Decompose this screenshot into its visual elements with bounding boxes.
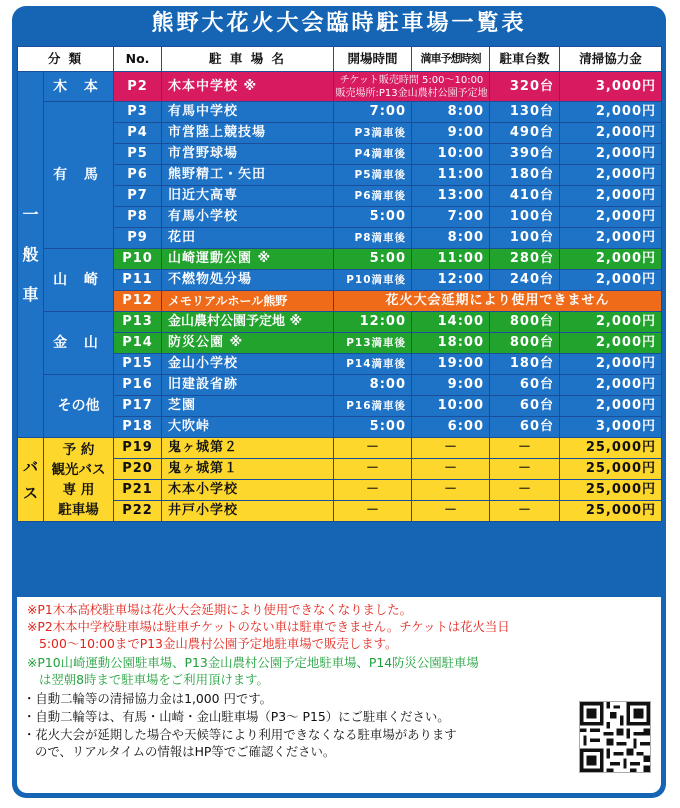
- row-name: 木本小学校: [162, 480, 334, 501]
- row-name: 市営陸上競技場: [162, 123, 334, 144]
- row-capacity: －: [490, 459, 560, 480]
- table-row: [18, 270, 662, 291]
- row-open: 5:00: [334, 249, 412, 270]
- header-open: 開場時間: [334, 47, 412, 72]
- row-fee: 2,000円: [560, 270, 662, 291]
- row-full: 10:00: [412, 396, 490, 417]
- qr-code-icon[interactable]: [579, 701, 651, 773]
- row-open: －: [334, 459, 412, 480]
- row-capacity: 60台: [490, 417, 560, 438]
- row-name: 金山小学校: [162, 354, 334, 375]
- row-no: P15: [114, 354, 162, 375]
- row-fee: 3,000円: [560, 72, 662, 102]
- note-p10-line1: ※P10山崎運動公園駐車場、P13金山農村公園予定地駐車場、P14防災公園駐車場: [27, 655, 479, 670]
- ticket-place: 販売場所:P13金山農村公園予定地: [335, 87, 488, 99]
- note-p1: ※P1木本高校駐車場は花火大会延期により使用できなくなりました。: [27, 602, 413, 617]
- row-name: 大吹峠: [162, 417, 334, 438]
- row-fee: 25,000円: [560, 480, 662, 501]
- header-name: 駐 車 場 名: [162, 47, 334, 72]
- row-name: 旧近大高専: [162, 186, 334, 207]
- table-row: [18, 459, 662, 480]
- row-no: P3: [114, 102, 162, 123]
- row-no: P10: [114, 249, 162, 270]
- row-open: P4満車後: [334, 144, 412, 165]
- page-title: 熊野大花火大会臨時駐車場一覧表: [151, 11, 527, 36]
- row-status: 花火大会延期により使用できません: [334, 291, 662, 312]
- row-full: 6:00: [412, 417, 490, 438]
- row-no: P13: [114, 312, 162, 333]
- table-row: [18, 207, 662, 228]
- header-no: No.: [114, 47, 162, 72]
- row-no: P19: [114, 438, 162, 459]
- row-open: －: [334, 501, 412, 522]
- row-full: 14:00: [412, 312, 490, 333]
- row-full: 8:00: [412, 102, 490, 123]
- row-fee: 2,000円: [560, 207, 662, 228]
- row-full: －: [412, 459, 490, 480]
- note-postpone-line1: ・花火大会が延期した場合や天候等により利用できなくなる駐車場があります: [23, 727, 457, 742]
- category-arima: 有 馬: [44, 102, 114, 249]
- row-full: －: [412, 438, 490, 459]
- row-full: 9:00: [412, 123, 490, 144]
- row-full: 7:00: [412, 207, 490, 228]
- row-open: P13満車後: [334, 333, 412, 354]
- row-name: 鬼ヶ城第２: [162, 438, 334, 459]
- row-open: 7:00: [334, 102, 412, 123]
- row-fee: 2,000円: [560, 375, 662, 396]
- row-no: P11: [114, 270, 162, 291]
- table-row: [18, 249, 662, 270]
- note-bike-fee: ・自動二輪等の清掃協力金は1,000 円です。: [23, 691, 273, 706]
- row-open: 5:00: [334, 207, 412, 228]
- header-full: 満車予想時刻: [412, 47, 490, 72]
- category-other: その他: [44, 375, 114, 438]
- notes-panel: [17, 597, 661, 793]
- table-row: [18, 354, 662, 375]
- row-capacity: 100台: [490, 207, 560, 228]
- row-no: P20: [114, 459, 162, 480]
- row-full: 18:00: [412, 333, 490, 354]
- table-row: [18, 438, 662, 459]
- row-capacity: 180台: [490, 165, 560, 186]
- header-capacity: 駐車台数: [490, 47, 560, 72]
- row-name: 木本中学校 ※: [162, 72, 334, 102]
- table-row: [18, 228, 662, 249]
- table-row: [18, 417, 662, 438]
- category-bus: バ ス: [18, 438, 44, 522]
- row-fee: 2,000円: [560, 354, 662, 375]
- row-no: P7: [114, 186, 162, 207]
- row-name: 不燃物処分場: [162, 270, 334, 291]
- row-capacity: 180台: [490, 354, 560, 375]
- table-row: [18, 501, 662, 522]
- row-open: －: [334, 480, 412, 501]
- row-full: 12:00: [412, 270, 490, 291]
- row-no: P5: [114, 144, 162, 165]
- table-header-row: [18, 47, 662, 72]
- row-fee: 2,000円: [560, 186, 662, 207]
- row-name: 花田: [162, 228, 334, 249]
- row-open: P14満車後: [334, 354, 412, 375]
- row-fee: 2,000円: [560, 312, 662, 333]
- table-row: [18, 375, 662, 396]
- row-capacity: 130台: [490, 102, 560, 123]
- row-name: 金山農村公園予定地 ※: [162, 312, 334, 333]
- row-open: －: [334, 438, 412, 459]
- row-open: P5満車後: [334, 165, 412, 186]
- row-open: P8満車後: [334, 228, 412, 249]
- category-general: 一 般 車: [18, 72, 44, 438]
- row-full: －: [412, 480, 490, 501]
- category-kanayama: 金 山: [44, 312, 114, 375]
- row-name: 市営野球場: [162, 144, 334, 165]
- row-open: 5:00: [334, 417, 412, 438]
- row-no: P8: [114, 207, 162, 228]
- row-ticket-info: [334, 72, 490, 102]
- row-fee: 2,000円: [560, 249, 662, 270]
- row-full: 13:00: [412, 186, 490, 207]
- row-name: 有馬中学校: [162, 102, 334, 123]
- row-open: P6満車後: [334, 186, 412, 207]
- row-capacity: －: [490, 480, 560, 501]
- row-open: P10満車後: [334, 270, 412, 291]
- row-fee: 2,000円: [560, 144, 662, 165]
- row-name: 熊野精工・矢田: [162, 165, 334, 186]
- parking-list-panel: [12, 6, 666, 798]
- row-name: 鬼ヶ城第１: [162, 459, 334, 480]
- row-fee: 2,000円: [560, 123, 662, 144]
- table-row: [18, 102, 662, 123]
- row-full: 8:00: [412, 228, 490, 249]
- category-yamazaki: 山 崎: [44, 249, 114, 312]
- row-no: P12: [114, 291, 162, 312]
- row-fee: 2,000円: [560, 165, 662, 186]
- row-capacity: 60台: [490, 375, 560, 396]
- row-name: 旧建設省跡: [162, 375, 334, 396]
- table-row: [18, 186, 662, 207]
- row-name: 芝園: [162, 396, 334, 417]
- ticket-time: チケット販売時間 5:00～10:00: [339, 74, 484, 86]
- row-fee: 25,000円: [560, 501, 662, 522]
- row-full: 9:00: [412, 375, 490, 396]
- row-fee: 3,000円: [560, 417, 662, 438]
- row-no: P17: [114, 396, 162, 417]
- row-fee: 2,000円: [560, 396, 662, 417]
- note-p2-line1: ※P2木本中学校駐車場は駐車チケットのない車は駐車できません。チケットは花火当日: [27, 619, 510, 634]
- note-bike-parking: ・自動二輪等は、有馬・山崎・金山駐車場（P3～ P15）にご駐車ください。: [23, 709, 450, 724]
- note-p10-line2: は翌朝8時まで駐車場をご利用頂けます。: [39, 672, 269, 687]
- row-no: P2: [114, 72, 162, 102]
- parking-table: [17, 46, 662, 522]
- row-capacity: －: [490, 501, 560, 522]
- note-p2-line2: 5:00～10:00までP13金山農村公園予定地駐車場で販売します。: [39, 636, 398, 651]
- table-row: [18, 123, 662, 144]
- header-category: 分 類: [18, 47, 114, 72]
- row-open: P16満車後: [334, 396, 412, 417]
- row-capacity: 320台: [490, 72, 560, 102]
- table-row: [18, 165, 662, 186]
- row-no: P18: [114, 417, 162, 438]
- table-row: [18, 480, 662, 501]
- row-fee: 25,000円: [560, 459, 662, 480]
- row-fee: 2,000円: [560, 333, 662, 354]
- header-fee: 清掃協力金: [560, 47, 662, 72]
- row-capacity: 100台: [490, 228, 560, 249]
- row-capacity: 800台: [490, 333, 560, 354]
- row-fee: 25,000円: [560, 438, 662, 459]
- category-bus-sub: 予 約 観光バス 専 用 駐車場: [44, 438, 114, 522]
- table-row: [18, 333, 662, 354]
- table-row: [18, 291, 662, 312]
- row-no: P22: [114, 501, 162, 522]
- row-full: －: [412, 501, 490, 522]
- table-row: [18, 396, 662, 417]
- row-fee: 2,000円: [560, 228, 662, 249]
- row-no: P16: [114, 375, 162, 396]
- table-row: [18, 312, 662, 333]
- row-capacity: 490台: [490, 123, 560, 144]
- row-capacity: 280台: [490, 249, 560, 270]
- row-full: 19:00: [412, 354, 490, 375]
- row-capacity: 60台: [490, 396, 560, 417]
- row-name: 防災公園 ※: [162, 333, 334, 354]
- row-capacity: 240台: [490, 270, 560, 291]
- row-no: P4: [114, 123, 162, 144]
- note-postpone-line2: ので、リアルタイムの情報はHP等でご確認ください。: [35, 744, 336, 759]
- row-open: 12:00: [334, 312, 412, 333]
- row-no: P21: [114, 480, 162, 501]
- row-fee: 2,000円: [560, 102, 662, 123]
- category-kimoto: 木 本: [44, 72, 114, 102]
- row-name: 井戸小学校: [162, 501, 334, 522]
- table-row: [18, 144, 662, 165]
- row-open: P3満車後: [334, 123, 412, 144]
- row-capacity: －: [490, 438, 560, 459]
- row-capacity: 410台: [490, 186, 560, 207]
- row-no: P9: [114, 228, 162, 249]
- row-name: 有馬小学校: [162, 207, 334, 228]
- table-row: [18, 72, 662, 102]
- row-capacity: 390台: [490, 144, 560, 165]
- row-open: 8:00: [334, 375, 412, 396]
- row-no: P6: [114, 165, 162, 186]
- row-no: P14: [114, 333, 162, 354]
- row-full: 11:00: [412, 249, 490, 270]
- row-full: 10:00: [412, 144, 490, 165]
- row-name: メモリアルホール熊野: [162, 291, 334, 312]
- row-capacity: 800台: [490, 312, 560, 333]
- row-name: 山崎運動公園 ※: [162, 249, 334, 270]
- row-full: 11:00: [412, 165, 490, 186]
